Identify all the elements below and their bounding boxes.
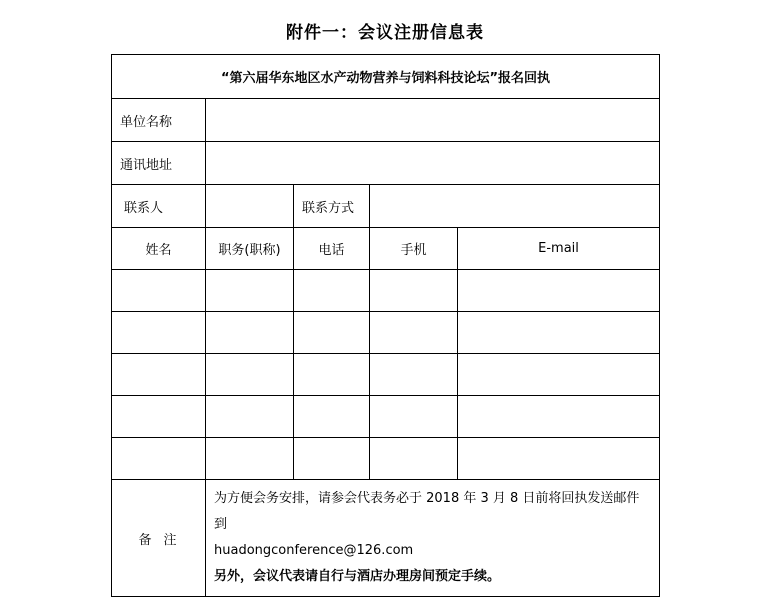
address-field[interactable] (206, 142, 660, 185)
remarks-line-deadline: 为方便会务安排，请参会代表务必于 2018 年 3 月 8 日前将回执发送邮件到 (214, 491, 640, 532)
remarks-email: huadongconference@126.com (214, 543, 414, 558)
table-cell[interactable] (370, 396, 458, 438)
table-cell[interactable] (112, 270, 206, 312)
column-header-title: 职务(职称) (206, 228, 294, 270)
table-cell[interactable] (370, 312, 458, 354)
table-cell[interactable] (206, 312, 294, 354)
table-cell[interactable] (112, 312, 206, 354)
table-cell[interactable] (112, 438, 206, 480)
attendee-row (112, 312, 660, 354)
attendee-row (112, 354, 660, 396)
table-cell[interactable] (370, 354, 458, 396)
attendee-row (112, 396, 660, 438)
remarks-content (206, 480, 660, 597)
table-cell[interactable] (294, 396, 370, 438)
column-header-mobile: 手机 (370, 228, 458, 270)
table-cell[interactable] (294, 438, 370, 480)
attendee-row (112, 438, 660, 480)
column-header-phone: 电话 (294, 228, 370, 270)
contact-method-field[interactable] (370, 185, 660, 228)
table-cell[interactable] (206, 438, 294, 480)
page-title: 附件一：会议注册信息表 (286, 23, 484, 43)
table-cell[interactable] (370, 438, 458, 480)
column-header-email: E-mail (458, 228, 660, 270)
org-field[interactable] (206, 99, 660, 142)
table-cell[interactable] (458, 438, 660, 480)
registration-form (111, 54, 660, 597)
table-cell[interactable] (458, 396, 660, 438)
table-cell[interactable] (206, 270, 294, 312)
remarks-line-hotel: 另外，会议代表请自行与酒店办理房间预定手续。 (214, 569, 501, 584)
table-cell[interactable] (294, 270, 370, 312)
table-cell[interactable] (458, 270, 660, 312)
table-cell[interactable] (458, 312, 660, 354)
table-cell[interactable] (112, 354, 206, 396)
table-cell[interactable] (112, 396, 206, 438)
table-cell[interactable] (370, 270, 458, 312)
table-cell[interactable] (206, 396, 294, 438)
contact-person-field[interactable] (206, 185, 294, 228)
address-label: 通讯地址 (112, 142, 206, 185)
column-header-name: 姓名 (112, 228, 206, 270)
org-label: 单位名称 (112, 99, 206, 142)
attendee-row (112, 270, 660, 312)
table-cell[interactable] (206, 354, 294, 396)
form-title: “第六届华东地区水产动物营养与饲料科技论坛”报名回执 (112, 55, 660, 99)
remarks-label: 备注 (112, 480, 206, 597)
contact-method-label: 联系方式 (294, 185, 370, 228)
table-cell[interactable] (294, 312, 370, 354)
contact-person-label: 联系人 (112, 185, 206, 228)
table-cell[interactable] (294, 354, 370, 396)
table-cell[interactable] (458, 354, 660, 396)
